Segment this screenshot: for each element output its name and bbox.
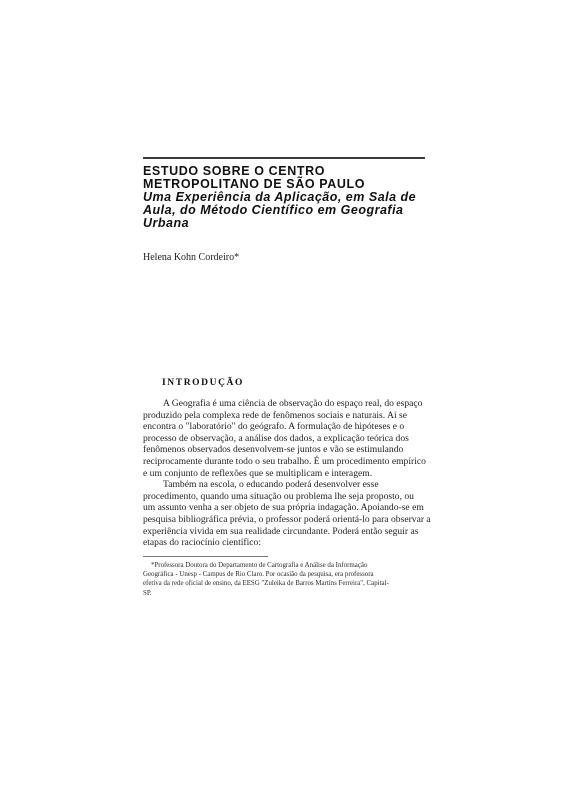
section-heading: INTRODUÇÃO: [162, 378, 244, 388]
subtitle-line: Uma Experiência da Aplicação, em Sala de: [143, 190, 417, 204]
text-line: etapas do raciocínio científico:: [143, 537, 262, 549]
footnote-line: *Professora Doutora do Departamento de Cartografia e Análise da Informação: [151, 562, 368, 569]
author-name: Helena Kohn Cordeiro*: [143, 252, 240, 263]
footnote-line: SP.: [143, 589, 152, 597]
title-line: METROPOLITANO DE SÃO PAULO: [143, 177, 366, 191]
title-line: ESTUDO SOBRE O CENTRO: [143, 164, 326, 178]
text-line: experiência vivida em sua realidade circundante. Poderá então seguir as: [143, 525, 419, 537]
text-line: reciprocamente durante todo o seu trabalho. É um procedimento empírico: [143, 455, 426, 467]
text-line: e um conjunto de reflexões que se multiplicam e interagem.: [143, 467, 373, 479]
subtitle-line: Aula, do Método Científico em Geografia: [143, 203, 404, 217]
subtitle-line: Urbana: [143, 216, 190, 230]
text-line: processo de observação, a análise dos dados, a explicação teórica dos: [143, 432, 409, 444]
text-line: Também na escola, o educando poderá desenvolver esse: [163, 479, 379, 491]
footnote-line: Geográfica - Unesp - Campus de Rio Claro. Por ocasião da pesquisa, era professora: [143, 571, 374, 579]
text-line: produzido pela complexa rede de fenômenos sociais e naturais. Aí se: [143, 409, 408, 421]
title-top-rule: [143, 157, 425, 159]
footnote: [143, 561, 433, 598]
text-line: pesquisa bibliográfica prévia, o professor poderá orientá-lo para observar a: [143, 513, 431, 525]
text-line: A Geografia é uma ciência de observação do espaço real, do espaço: [163, 398, 423, 409]
footnote-divider: [143, 556, 268, 557]
footnote-line: efetiva da rede oficial de ensino, da EESG "Zuleika de Barros Martins Ferreira", Capital-: [143, 580, 389, 588]
body-text: [143, 398, 431, 549]
text-line: procedimento, quando uma situação ou problema lhe seja proposto, ou: [143, 490, 414, 502]
text-line: um assunto venha a ser objeto de sua própria indagação. Apoiando-se em: [143, 502, 424, 514]
text-line: encontra o "laboratório" do geógrafo. A formulação de hipóteses e o: [143, 421, 405, 433]
title-block: [143, 165, 433, 230]
paragraph: [143, 398, 427, 479]
text-line: fenômenos observados desenvolvem-se juntos e vão se estimulando: [143, 444, 404, 456]
paragraph: [143, 479, 431, 549]
